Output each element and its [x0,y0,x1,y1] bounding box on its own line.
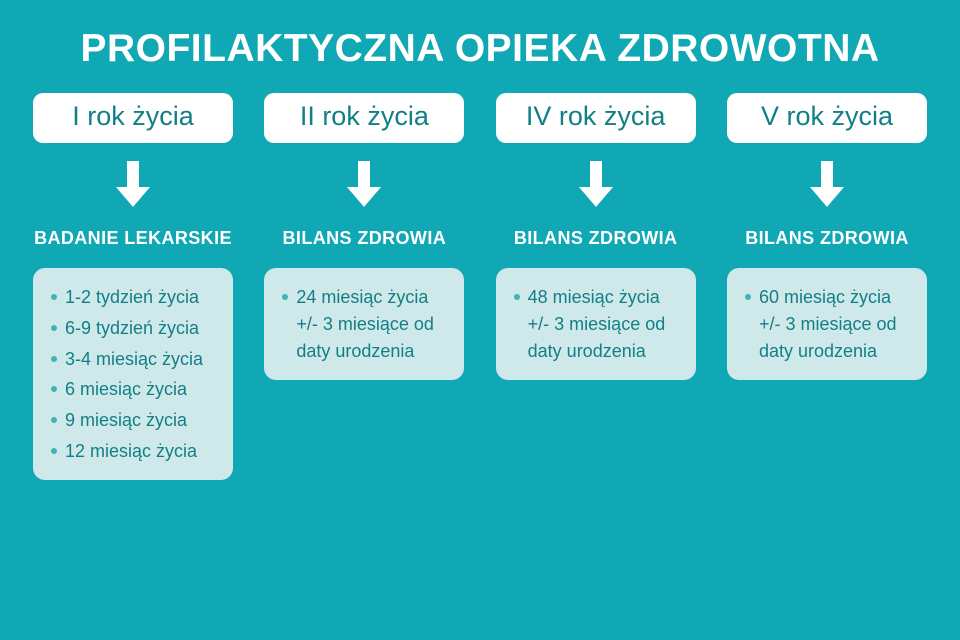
list-item: 24 miesiąc życia +/- 3 miesiące od daty urodzenia [296,284,450,364]
page-title: PROFILAKTYCZNA OPIEKA ZDROWOTNA [80,27,880,70]
list-item: 60 miesiąc życia +/- 3 miesiące od daty urodzenia [759,284,913,364]
list-4 [737,284,913,364]
list-1 [43,284,219,464]
year-chip-3: IV rok życia [496,93,696,143]
list-2 [274,284,450,364]
arrow-shaft [590,161,602,189]
list-item: 6-9 tydzień życia [65,315,219,342]
down-arrow-icon [810,161,844,207]
list-item: 1-2 tydzień życia [65,284,219,311]
arrow-shaft [127,161,139,189]
arrow-head [810,187,844,207]
list-item: 12 miesiąc życia [65,438,219,465]
card-1 [33,268,233,480]
list-3 [506,284,682,364]
list-item: 3-4 miesiąc życia [65,346,219,373]
column-3 [485,93,707,480]
column-4 [716,93,938,480]
section-title-2: BILANS ZDROWIA [282,227,447,248]
section-title-4: BILANS ZDROWIA [745,227,909,248]
card-4 [727,268,927,380]
arrow-head [347,187,381,207]
column-1 [22,93,244,480]
arrow-shaft [358,161,370,189]
arrow-head [579,187,613,207]
card-2 [264,268,464,380]
year-chip-4: V rok życia [727,93,927,143]
section-title-3: BILANS ZDROWIA [513,227,678,248]
down-arrow-icon [579,161,613,207]
year-chip-2: II rok życia [264,93,464,143]
list-item: 48 miesiąc życia +/- 3 miesiące od daty urodzenia [528,284,682,364]
column-2 [253,93,475,480]
columns-container [0,71,960,480]
list-item: 6 miesiąc życia [65,376,219,403]
card-3 [496,268,696,380]
down-arrow-icon [347,161,381,207]
section-title-1: BADANIE LEKARSKIE [34,227,232,248]
list-item: 9 miesiąc życia [65,407,219,434]
down-arrow-icon [116,161,150,207]
arrow-shaft [821,161,833,189]
year-chip-1: I rok życia [33,93,233,143]
arrow-head [116,187,150,207]
